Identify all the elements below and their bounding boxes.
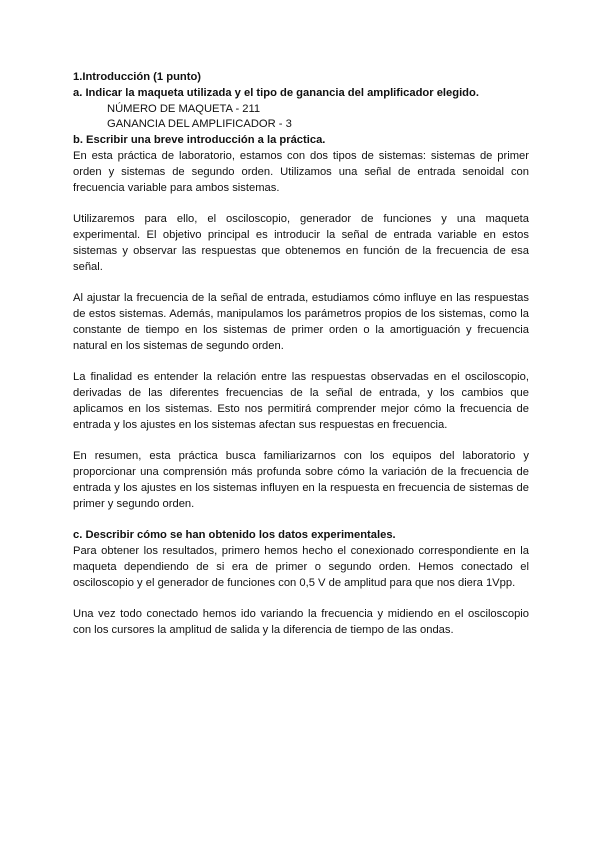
- intro-paragraph-1: En esta práctica de laboratorio, estamos con dos tipos de sistemas: sistemas de primer orden y sistemas de segundo orden. Utilizamos una señal de entrada senoidal con frecuencia variable para ambos sistemas.: [73, 149, 529, 194]
- paragraph-spacer: [73, 275, 529, 291]
- paragraph-spacer: [73, 433, 529, 449]
- intro-paragraph-3: Al ajustar la frecuencia de la señal de entrada, estudiamos cómo influye en las respuestas de estos sistemas. Además, manipulamos los parámetros propios de los sistemas, como la constante de tiempo en los sistemas de primer orden o la amortiguación y frecuencia natural en los sistemas de segundo orden.: [73, 292, 529, 352]
- subsection-c-heading: c. Describir cómo se han obtenido los datos experimentales.: [73, 529, 396, 542]
- paragraph-spacer: [73, 591, 529, 607]
- intro-paragraph-5: En resumen, esta práctica busca familiarizarnos con los equipos del laboratorio y proporcionar una comprensión más profunda sobre cómo la variación de la frecuencia de entrada y los ajustes en los sistemas influyen en la respuesta en frecuencia de sistemas de primer y segundo orden.: [73, 450, 529, 510]
- intro-paragraph-2: Utilizaremos para ello, el osciloscopio, generador de funciones y una maqueta experimental. El objetivo principal es introducir la señal de entrada variable en estos sistemas y observar las respuestas que obtenemos en función de la frecuencia de esa señal.: [73, 213, 529, 273]
- method-paragraph-1: Para obtener los resultados, primero hemos hecho el conexionado correspondiente en la maqueta dependiendo de si era de primer o segundo orden. Hemos conectado el osciloscopio y el generador de funciones con 0,5 V de amplitud para que nos diera 1Vpp.: [73, 544, 529, 589]
- method-paragraph-2: Una vez todo conectado hemos ido variando la frecuencia y midiendo en el osciloscopio con los cursores la amplitud de salida y la diferencia de tiempo de las ondas.: [73, 608, 529, 636]
- subsection-a-heading: a. Indicar la maqueta utilizada y el tipo de ganancia del amplificador elegido.: [73, 86, 479, 99]
- intro-paragraph-4: La finalidad es entender la relación entre las respuestas observadas en el osciloscopio, derivadas de las diferentes frecuencias de la señal de entrada, y los cambios que aplicamos en los sistemas. Esto nos permitirá comprender mejor cómo la frecuencia de entrada y los ajustes en los sistemas afectan sus respuestas en frecuencia.: [73, 371, 529, 431]
- paragraph-spacer: [73, 196, 529, 212]
- maqueta-number-line: NÚMERO DE MAQUETA - 211: [107, 102, 261, 115]
- document-body: [73, 70, 529, 639]
- paragraph-spacer: [73, 354, 529, 370]
- section-title: 1.Introducción (1 punto): [73, 71, 202, 83]
- paragraph-spacer: [73, 512, 529, 528]
- amplifier-gain-line: GANANCIA DEL AMPLIFICADOR - 3: [107, 118, 292, 131]
- subsection-b-heading: b. Escribir una breve introducción a la práctica.: [73, 134, 326, 147]
